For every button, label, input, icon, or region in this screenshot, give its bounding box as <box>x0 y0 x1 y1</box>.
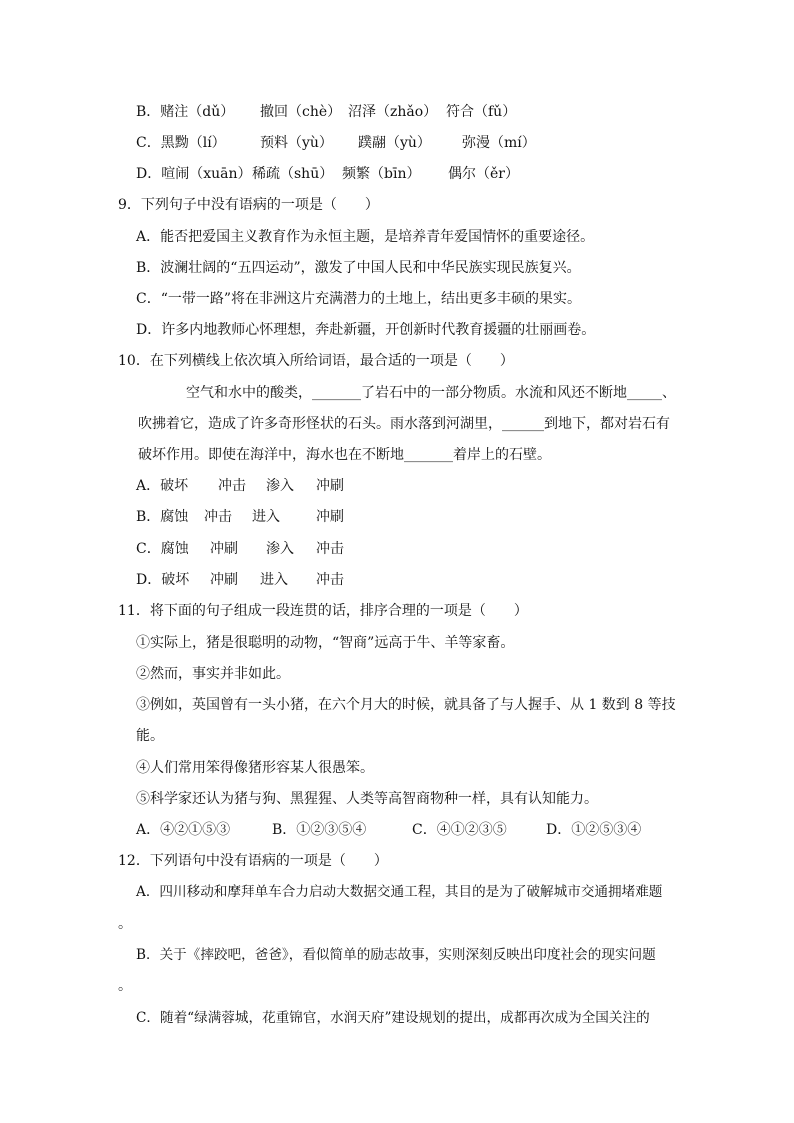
q8-d-cell-4: 偶尔（ěr） <box>448 166 519 182</box>
q8-b-cell-2: 撤回（chè） <box>260 104 342 120</box>
q11-option-d: D．①②⑤③④ <box>546 822 642 838</box>
q11-option-c: C．④①②③⑤ <box>412 822 507 838</box>
q10-c-cell-3: 渗入 <box>266 541 294 557</box>
q11-sentence-2: ②然而，事实并非如此。 <box>136 666 290 682</box>
q10-b-cell-3: 进入 <box>252 509 280 525</box>
q9-option-d: D．许多内地教师心怀理想，奔赴新疆，开创新时代教育援疆的壮丽画卷。 <box>136 322 596 338</box>
q10-passage-line-2: 吹拂着它，造成了许多奇形怪状的石头。雨水落到河湖里，______到地下，都对岩石有 <box>138 416 670 432</box>
q10-d-cell-3: 进入 <box>260 572 288 588</box>
q11-stem: 11．将下面的句子组成一段连贯的话，排序合理的一项是（ ） <box>118 603 528 619</box>
q10-d-cell-2: 冲刷 <box>210 572 238 588</box>
q9-option-b: B．波澜壮阔的“五四运动”，激发了中国人民和中华民族实现民族复兴。 <box>136 260 581 276</box>
q8-c-cell-2: 预料（yù） <box>260 135 333 151</box>
q9-option-c: C．“一带一路”将在非洲这片充满潜力的土地上，结出更多丰硕的果实。 <box>136 291 582 307</box>
q10-a-cell-4: 冲刷 <box>316 478 344 494</box>
q10-a-cell-3: 渗入 <box>266 478 294 494</box>
q9-stem: 9．下列句子中没有语病的一项是（ ） <box>118 197 379 213</box>
q12-option-a-line-1: A．四川移动和摩拜单车合力启动大数据交通工程，其目的是为了破解城市交通拥堵难题 <box>136 884 663 900</box>
q12-stem: 12．下列语句中没有语病的一项是（ ） <box>118 853 388 869</box>
q12-option-a-line-2: 。 <box>118 916 132 932</box>
q10-d-cell-4: 冲击 <box>316 572 344 588</box>
q10-d-cell-1: D．破坏 <box>136 572 190 588</box>
q8-b-cell-3: 沼泽（zhǎo） <box>348 104 438 120</box>
q11-sentence-1: ①实际上，猪是很聪明的动物，“智商”远高于牛、羊等家畜。 <box>136 635 515 651</box>
q8-c-cell-4: 弥漫（mí） <box>462 135 536 151</box>
q10-b-cell-1: B．腐蚀 <box>136 509 189 525</box>
q11-sentence-4: ④人们常用笨得像猪形容某人很愚笨。 <box>136 760 374 776</box>
q10-c-cell-4: 冲击 <box>316 541 344 557</box>
q12-option-b-line-1: B．关于《摔跤吧，爸爸》，看似简单的励志故事，实则深刻反映出印度社会的现实问题 <box>136 947 656 963</box>
q8-d-cell-1: D．喧闹（xuān） <box>136 166 252 182</box>
q10-passage-line-3: 破坏作用。即使在海洋中，海水也在不断地_______着岸上的石壁。 <box>138 447 551 463</box>
q11-option-b: B．①②③⑤④ <box>272 822 367 838</box>
q8-d-cell-3: 频繁（bīn） <box>342 166 421 182</box>
q11-option-a: A．④②①⑤③ <box>136 822 231 838</box>
q12-option-b-line-2: 。 <box>118 978 132 994</box>
q10-a-cell-2: 冲击 <box>218 478 246 494</box>
q11-sentence-3-line-1: ③例如，英国曾有一头小猪，在六个月大的时候，就具备了与人握手、从 1 数到 8 等技 <box>136 697 676 713</box>
q12-option-c-line-1: C．随着“绿满蓉城，花重锦官，水润天府”建设规划的提出，成都再次成为全国关注的 <box>136 1010 650 1026</box>
q9-option-a: A．能否把爱国主义教育作为永恒主题，是培养青年爱国情怀的重要途径。 <box>136 229 595 245</box>
q10-b-cell-2: 冲击 <box>204 509 232 525</box>
q11-sentence-5: ⑤科学家还认为猪与狗、黑猩猩、人类等高智商物种一样，具有认知能力。 <box>136 791 598 807</box>
q10-c-cell-1: C．腐蚀 <box>136 541 189 557</box>
q10-c-cell-2: 冲刷 <box>210 541 238 557</box>
q10-a-cell-1: A．破坏 <box>136 478 189 494</box>
q10-stem: 10．在下列横线上依次填入所给词语，最合适的一项是（ ） <box>118 353 514 369</box>
q8-d-cell-2: 稀疏（shū） <box>252 166 334 182</box>
q8-b-cell-1: B．赌注（dǔ） <box>136 104 235 120</box>
q10-b-cell-4: 冲刷 <box>316 509 344 525</box>
q11-sentence-3-line-2: 能。 <box>136 728 164 744</box>
q8-c-cell-1: C．黑黝（lí） <box>136 135 226 151</box>
q8-c-cell-3: 蹼翮（yù） <box>358 135 431 151</box>
q10-passage-line-1: 空气和水中的酸类，_______了岩石中的一部分物质。水流和风还不断地_____、 <box>186 385 676 401</box>
q8-b-cell-4: 符合（fǔ） <box>446 104 517 120</box>
